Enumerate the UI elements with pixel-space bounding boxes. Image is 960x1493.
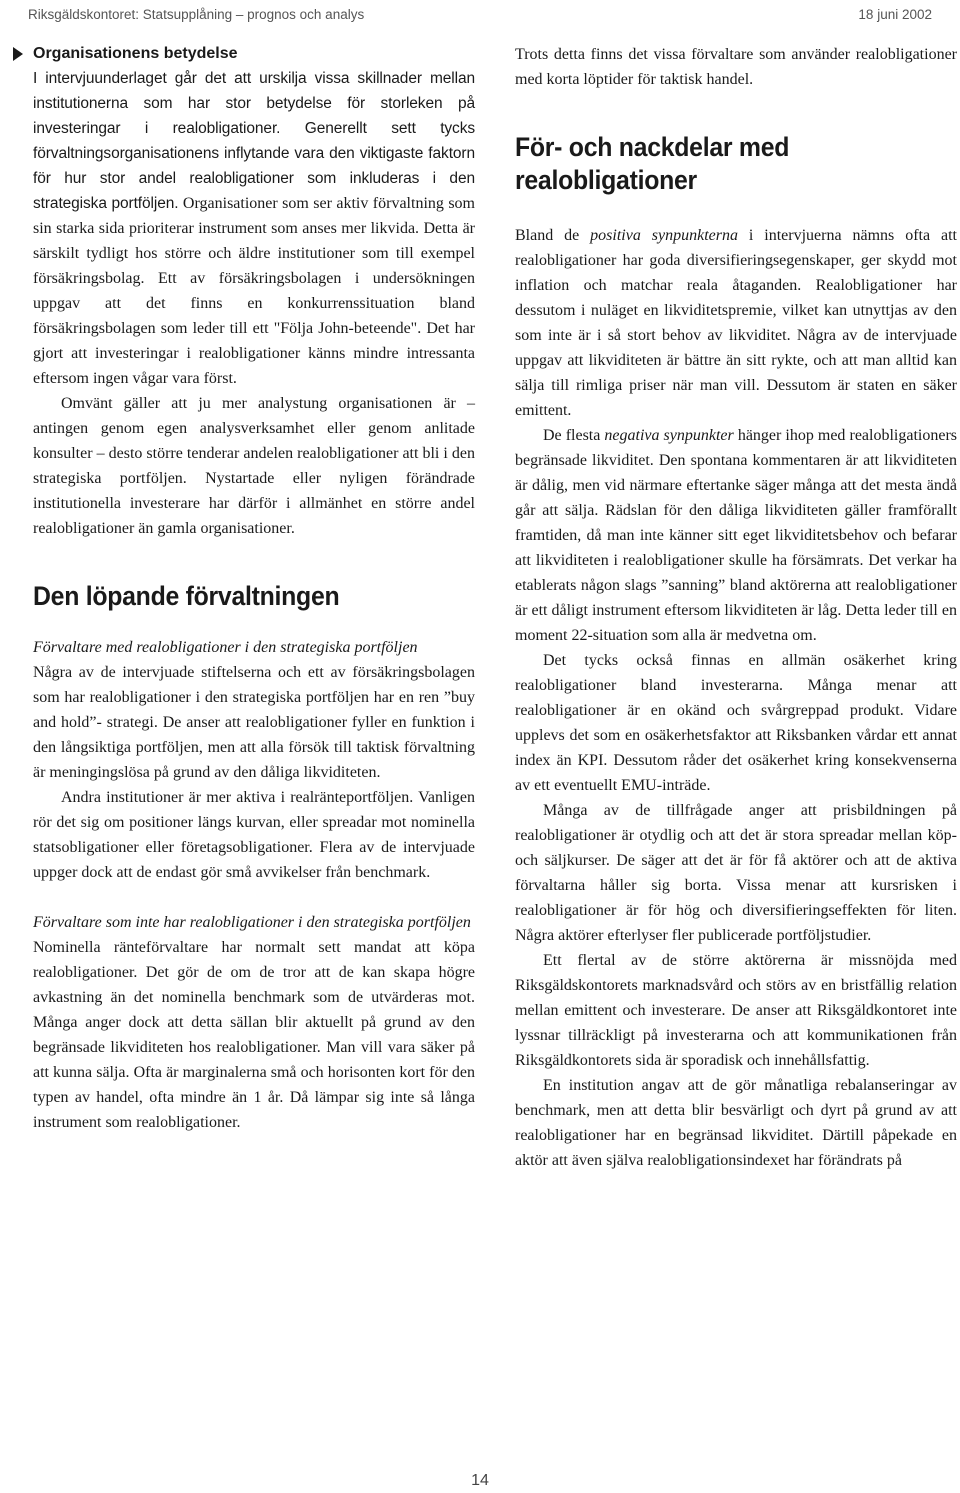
subheading-ej-strategiska: Förvaltare som inte har realobligationer i den strategiska portföljen: [33, 914, 471, 931]
arrow-right-icon: [13, 47, 23, 61]
paragraph-organisation-body: Organisationer som ser aktiv förvaltning som sin starka sida prioriterar instrument som anses mer likvida. Detta är särskilt tydligt hos större och äldre institutioner som till exempel försäkringsbolag. Ett av försäkringsbolagen i undersökningen uppgav att det finns en konkurrenssituation bland försäkringsbolagen som leder till ett "Följa John-beteende". Det har gjort att investeringar i realobligationer känns mindre intressanta eftersom ingen vågar vara först.: [33, 195, 476, 387]
heading-lopande-forvaltningen: Den löpande förvaltningen: [33, 581, 340, 611]
paragraph-nominella: Nominella ränteförvaltare har normalt sett mandat att köpa realobligationer. Det gör de om de tror att de kan skapa högre avkastning än det nominella benchmark som de utvärderas mot. Många anger dock att detta sällan blir aktuellt på grund av den begränsade likviditeten hos realobligationer. Man vill vara säker på att kunna sälja. Ofta är marginalerna små och horisonten kort för den typen av handel, ofta mindre än 1 år. Då lämpar sig inte så långa instrument som realobligationer.: [33, 939, 475, 1131]
header-date: 18 juni 2002: [858, 6, 932, 22]
section-heading-organisationens-betydelse: Organisationens betydelse: [33, 42, 475, 66]
subheading-strategiska: Förvaltare med realobligationer i den strategiska portföljen: [33, 639, 418, 656]
header-title: Riksgäldskontoret: Statsupplåning – prognos och analys: [28, 6, 365, 22]
emphasis-negativa: negativa synpunkter: [604, 427, 734, 444]
paragraph-negativa: De flesta negativa synpunkter hänger ihop med realobligationers begränsade likviditet. Den spontana kommentaren är att likviditeten är dålig, men vid närmare eftertanke säger många att det mesta ändå går att sälja. Rädslan för den dåliga likviditeten gäller framförallt framtiden, då man inte känner sitt eget likviditetsbehov och befarar att likviditeten i realobligationer skulle ha försämrats. Det verkar ha etablerats någon slags ”sanning” bland aktörerna att realobligationer är ett dåligt instrument eftersom likviditeten är låg. Detta leder till en moment 22-situation som alla är medvetna om.: [515, 427, 958, 644]
paragraph-positiva: Bland de positiva synpunkterna i intervjuerna nämns ofta att realobligationer har goda diversifieringsegenskaper, ger skydd mot inflation och matchar reala åtaganden. Realobligationer har dessutom i nuläget en likviditetspremie, vilket kan utnyttjas av den som inte är i så stort behov av likviditet. Några av de intervjuade uppgav att likviditeten är bättre än sitt rykte, och att man alltid kan sälja till rimliga priser när man vill. Dessutom är staten en säker emittent.: [515, 227, 957, 419]
right-column: [515, 42, 957, 1173]
running-header: [28, 0, 932, 28]
paragraph-aktiva: Andra institutioner är mer aktiva i realränteportföljen. Vanligen rör det sig om positioner längs kurvan, eller spreadar mot nominella statsobligationer eller företagsobligationer. Flera av de intervjuade uppger dock att de endast gör små avvikelser från benchmark.: [33, 789, 475, 881]
paragraph-prisbildning: Många av de tillfrågade anger att prisbildningen på realobligationer är otydlig och att det är stora spreadar mellan köp- och säljkurser. De säger att det är för få aktörer och att de aktiva förvaltarna håller sig borta. Vissa menar att kursrisken i realobligationer är för hög och diversifieringseffekten för liten. Några aktörer efterlyser fler publicerade portföljstudier.: [515, 802, 957, 944]
emphasis-positiva: positiva synpunkterna: [590, 227, 738, 244]
paragraph-rebalansering: En institution angav att de gör månatliga rebalanseringar av benchmark, men att detta blir besvärligt och dyrt på grund av att realobligationer har en begränsad likviditet. Därtill påpekade en aktör att även själva realobligationsindexet har förändrats på: [515, 1077, 957, 1169]
heading-for-och-nackdelar: För- och nackdelar med realobligationer: [515, 132, 790, 195]
paragraph-missnojda: Ett flertal av de större aktörerna är missnöjda med Riksgäldskontorets marknadsvård och störs av en bristfällig relation mellan emittent och investerare. De anser att Riksgäldkontoret inte lyssnar tillräckligt på investerarna och att kommunikationen från Riksgäldkontorets sida är sporadisk och innehållsfattig.: [515, 952, 957, 1069]
paragraph-trots-detta: Trots detta finns det vissa förvaltare som använder realobligationer med korta löptider för taktisk handel.: [515, 46, 957, 88]
page-number: 14: [471, 1472, 489, 1489]
paragraph-organisation: [33, 66, 475, 391]
paragraph-organisation-intro: I intervjuunderlaget går det att urskilja vissa skillnader mellan institutionerna som har stor betydelse för storleken på investeringar i realobligationer. Generellt sett tycks förvaltningsorganisationens inflytande vara den viktigaste faktorn för hur stor andel realobligationer som inkluderas i den strategiska portföljen.: [33, 70, 475, 212]
paragraph-analystung: Omvänt gäller att ju mer analystung organisationen är – antingen genom egen analysverksamhet eller genom anlitade konsulter – desto större tenderar andelen realobligationer att bli i den strategiska portföljen. Nystartade eller nyligen förändrade institutionella investerare har därför i allmänhet en större andel realobligationer än gamla organisationer.: [33, 395, 475, 537]
paragraph-osakerhet: Det tycks också finnas en allmän osäkerhet kring realobligationer bland investerarna. Många menar att realobligationer är en okänd och svårgreppad produkt. Vidare upplevs det som en osäkerhetsfaktor att Riksbanken vårdar ett annat index än KPI. Dessutom råder det osäkerhet kring konsekvenserna av ett eventuellt EMU-inträde.: [515, 652, 957, 794]
left-column: [33, 42, 475, 1135]
paragraph-buy-and-hold: Några av de intervjuade stiftelserna och ett av försäkringsbolagen som har realobligationer i den strategiska portföljen har en ren ”buy and hold”- strategi. De anser att realobligationer fyller en funktion i den långsiktiga portföljen, men att alla försök till taktisk förvaltning är meningingslösa på grund av den dåliga likviditeten.: [33, 664, 475, 781]
